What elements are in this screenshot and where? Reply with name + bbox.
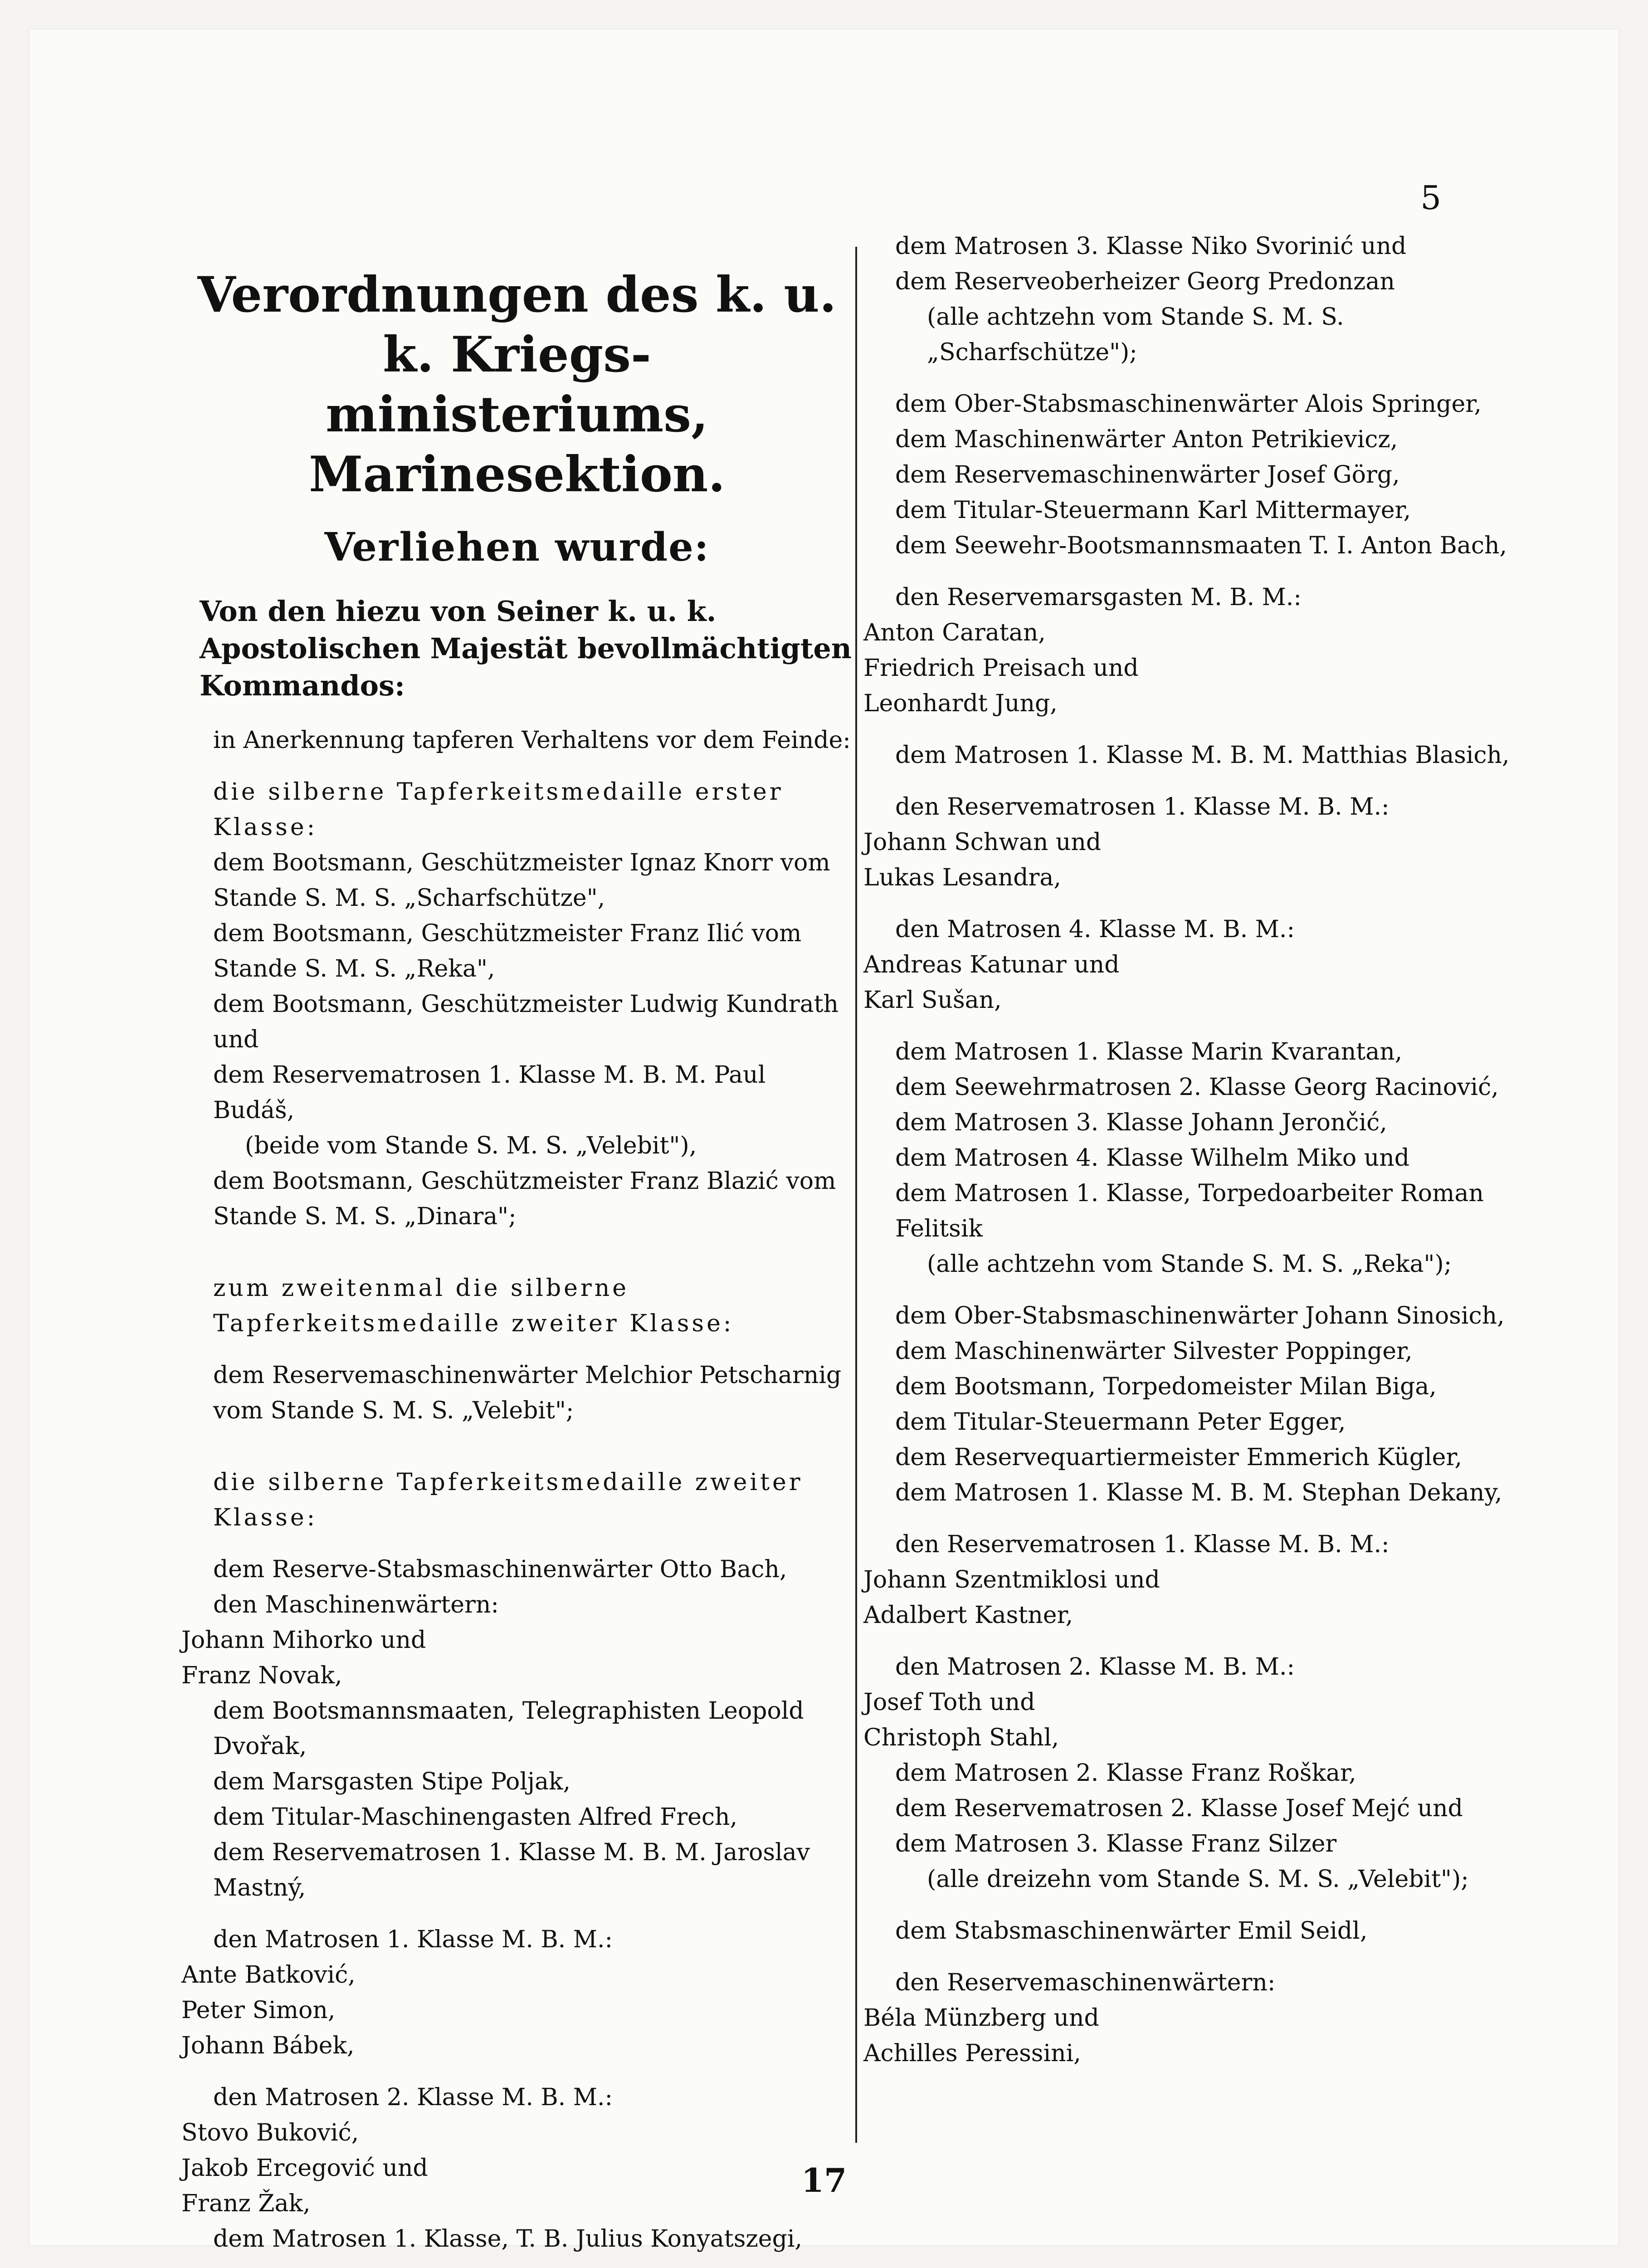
entry-line: Ante Batković, — [181, 1961, 356, 1989]
entry-line: (beide vom Stande S. M. S. „Velebit"), — [245, 1132, 697, 1159]
entry-line: dem Matrosen 1. Klasse, T. B. Julius Konyatszegi, — [213, 2225, 803, 2253]
entry-line: (alle dreizehn vom Stande S. M. S. „Velebit"); — [927, 1866, 1469, 1893]
title-line-1: Verordnungen des k. u. k. Kriegs- — [197, 266, 837, 383]
entry-line: Leonhardt Jung, — [863, 690, 1058, 717]
entry-line: Franz Novak, — [181, 1662, 342, 1689]
entry-line: dem Matrosen 3. Klasse Franz Silzer — [895, 1830, 1337, 1857]
entry-line: dem Bootsmannsmaaten, Telegraphisten Leopold Dvořak, — [213, 1697, 804, 1760]
entry-line: dem Stabsmaschinenwärter Emil Seidl, — [895, 1917, 1368, 1945]
folio-number: 17 — [801, 2161, 847, 2200]
entry-line: Christoph Stahl, — [863, 1724, 1059, 1751]
entry-line: (alle achtzehn vom Stande S. M. S. „Scharfschütze"); — [927, 303, 1344, 366]
entry-line: dem Matrosen 1. Klasse M. B. M. Matthias Blasich, — [895, 742, 1510, 769]
entry-line: dem Titular-Maschinengasten Alfred Frech, — [213, 1804, 737, 1831]
subtitle: Verliehen wurde: — [324, 524, 710, 570]
entry-line: den Matrosen 1. Klasse M. B. M.: — [213, 1926, 613, 1953]
entry-line: dem Matrosen 1. Klasse Marin Kvarantan, — [895, 1038, 1403, 1066]
entry-line: Jakob Ercegović und — [181, 2155, 428, 2182]
entry-line: dem Matrosen 1. Klasse, Torpedoarbeiter Roman Felitsik — [895, 1180, 1484, 1242]
entry-line: Peter Simon, — [181, 1997, 336, 2024]
entry-line: dem Ober-Stabsmaschinenwärter Johann Sinosich, — [895, 1302, 1505, 1330]
left-column — [181, 229, 853, 2268]
entry-line: dem Seewehr-Bootsmannsmaaten T. I. Anton Bach, — [895, 532, 1507, 559]
entry-line: Anton Caratan, — [863, 619, 1046, 646]
authority-heading: Von den hiezu von Seiner k. u. k. Apostolischen Majestät bevollmächtigten Kommandos: — [200, 595, 852, 702]
entry-line: dem Maschinenwärter Anton Petrikievicz, — [895, 426, 1398, 453]
entry-line: dem Bootsmann, Geschützmeister Franz Ilić vom Stande S. M. S. „Reka", — [213, 920, 802, 982]
entry-line: dem Marsgasten Stipe Poljak, — [213, 1768, 571, 1795]
entry-line: Karl Sušan, — [863, 987, 1002, 1014]
entry-line: den Reservemaschinenwärtern: — [895, 1969, 1276, 1996]
entry-line: Franz Žak, — [181, 2190, 311, 2217]
entry-line: Lukas Lesandra, — [863, 864, 1061, 891]
entry-line: dem Bootsmann, Geschützmeister Ignaz Knorr vom Stande S. M. S. „Scharfschütze", — [213, 849, 830, 912]
entry-line: Johann Schwan und — [863, 829, 1102, 856]
entry-line: dem Ober-Stabsmaschinenwärter Alois Springer, — [895, 391, 1482, 418]
entry-line: dem Maschinenwärter Silvester Poppinger, — [895, 1338, 1413, 1365]
entry-line: dem Seewehrmatrosen 2. Klasse Georg Racinović, — [895, 1074, 1499, 1101]
entry-line: in Anerkennung tapferen Verhaltens vor dem Feinde: — [213, 727, 851, 754]
entry-line: dem Bootsmann, Geschützmeister Ludwig Kundrath und — [213, 991, 839, 1053]
entry-line: dem Reserveoberheizer Georg Predonzan — [895, 268, 1395, 295]
entry-line: Josef Toth und — [863, 1689, 1035, 1716]
title-line-2: ministeriums, Marinesektion. — [308, 386, 726, 503]
entry-line: den Matrosen 4. Klasse M. B. M.: — [895, 916, 1295, 943]
entry-line: dem Bootsmann, Torpedomeister Milan Biga, — [895, 1373, 1437, 1400]
entry-line: dem Reservematrosen 1. Klasse M. B. M. Paul Budáš, — [213, 1061, 766, 1124]
left-entries — [181, 723, 853, 2268]
entry-line: Johann Bábek, — [181, 2032, 355, 2059]
entry-line: dem Titular-Steuermann Karl Mittermayer, — [895, 497, 1411, 524]
entry-line: dem Matrosen 3. Klasse Johann Jerončić, — [895, 1109, 1387, 1136]
right-column — [863, 229, 1526, 2071]
entry-line: Friedrich Preisach und — [863, 655, 1139, 682]
entry-line: dem Reservematrosen 1. Klasse M. B. M. Jaroslav Mastný, — [213, 1839, 810, 1901]
entry-line: Andreas Katunar und — [863, 951, 1120, 978]
page-number: 5 — [1420, 179, 1441, 217]
column-divider — [855, 247, 857, 2143]
entry-line: zum zweitenmal die silberne Tapferkeitsmedaille zweiter Klasse: — [213, 1275, 734, 1337]
entry-line: den Matrosen 2. Klasse M. B. M.: — [213, 2084, 613, 2111]
entry-line: dem Reservemaschinenwärter Josef Görg, — [895, 461, 1400, 489]
entry-line: dem Matrosen 4. Klasse Wilhelm Miko und — [895, 1144, 1409, 1172]
entry-line: den Maschinenwärtern: — [213, 1591, 499, 1618]
entry-line: den Reservematrosen 1. Klasse M. B. M.: — [895, 1531, 1390, 1558]
entry-line: dem Reservemaschinenwärter Melchior Petscharnig vom Stande S. M. S. „Velebit"; — [213, 1362, 842, 1424]
entry-line: dem Matrosen 2. Klasse Franz Roškar, — [895, 1760, 1356, 1787]
document-title — [181, 265, 853, 504]
entry-line: dem Matrosen 3. Klasse Niko Svorinić und — [895, 233, 1407, 260]
entry-line: dem Bootsmann, Geschützmeister Franz Blazić vom Stande S. M. S. „Dinara"; — [213, 1168, 836, 1230]
entry-line: (alle achtzehn vom Stande S. M. S. „Reka"); — [927, 1251, 1452, 1278]
entry-line: den Reservemarsgasten M. B. M.: — [895, 584, 1302, 611]
document-page — [29, 29, 1619, 2253]
entry-line: Johann Mihorko und — [181, 1627, 426, 1654]
entry-line: die silberne Tapferkeitsmedaille erster Klasse: — [213, 778, 784, 841]
entry-line: dem Reserve-Stabsmaschinenwärter Otto Bach, — [213, 1556, 787, 1583]
entry-line: den Matrosen 2. Klasse M. B. M.: — [895, 1653, 1295, 1681]
entry-line: Stovo Buković, — [181, 2119, 359, 2146]
entry-line: Achilles Peressini, — [863, 2040, 1081, 2067]
entry-line: dem Titular-Steuermann Peter Egger, — [895, 1408, 1346, 1436]
entry-line: den Reservematrosen 1. Klasse M. B. M.: — [895, 793, 1390, 821]
right-entries — [863, 229, 1526, 2071]
entry-line: Béla Münzberg und — [863, 2004, 1099, 2032]
entry-line: Adalbert Kastner, — [863, 1602, 1073, 1629]
entry-line: Johann Szentmiklosi und — [863, 1566, 1160, 1593]
entry-line: dem Reservematrosen 2. Klasse Josef Mejć und — [895, 1795, 1463, 1822]
entry-line: die silberne Tapferkeitsmedaille zweiter Klasse: — [213, 1469, 803, 1531]
entry-line: dem Reservequartiermeister Emmerich Kügler, — [895, 1444, 1463, 1471]
entry-line: dem Matrosen 1. Klasse M. B. M. Stephan Dekany, — [895, 1479, 1502, 1506]
